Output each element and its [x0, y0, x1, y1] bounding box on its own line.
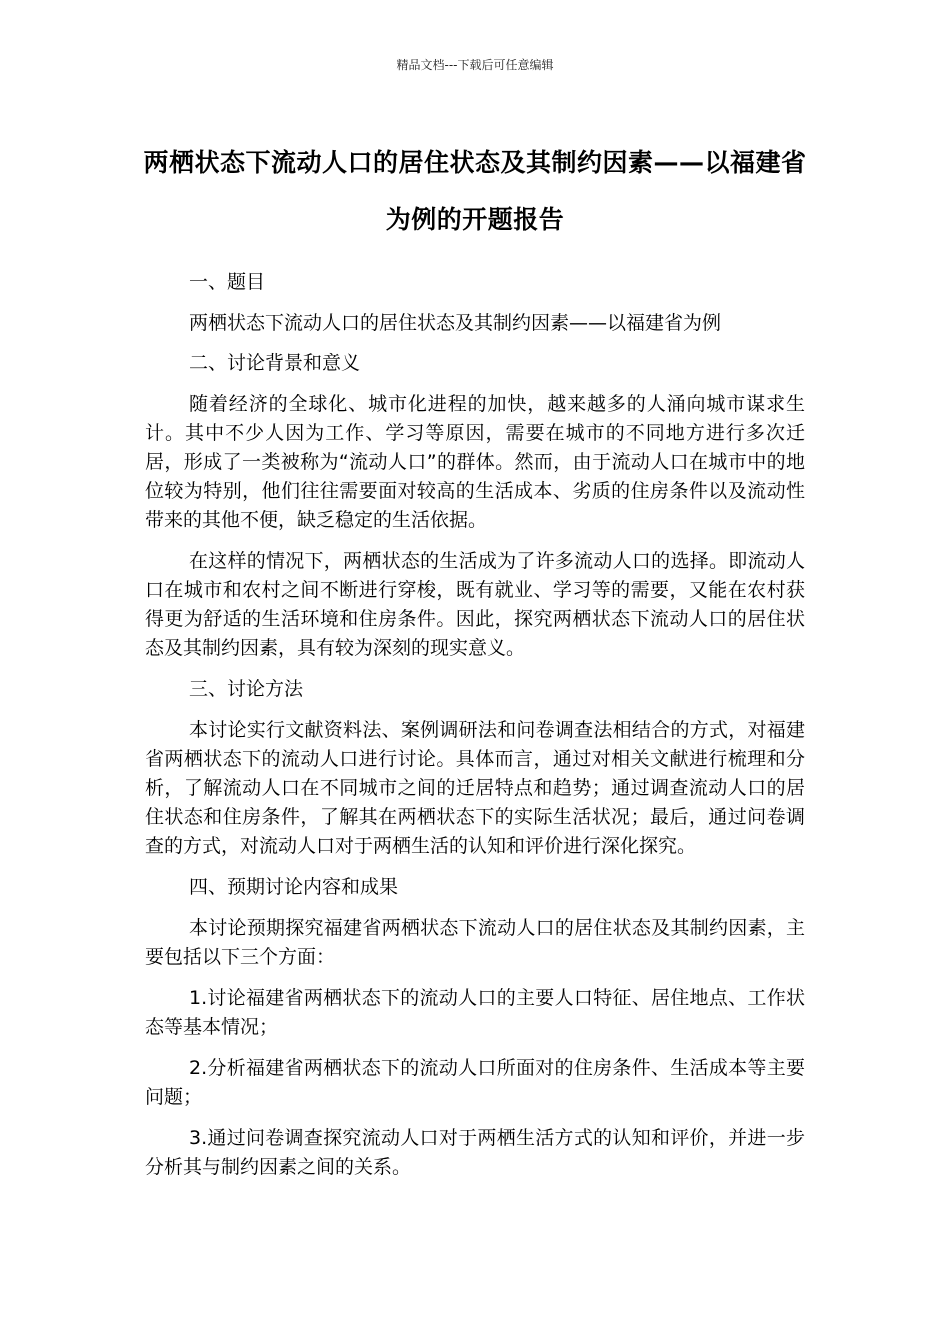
expected-results-item-2: 2.分析福建省两栖状态下的流动人口所面对的住房条件、生活成本等主要问题； [145, 1057, 805, 1108]
section-heading-topic: 一、题目 [189, 271, 266, 293]
section-heading-expected-results: 四、预期讨论内容和成果 [189, 876, 399, 898]
background-paragraph-1: 随着经济的全球化、城市化进程的加快，越来越多的人涌向城市谋求生计。其中不少人因为工作、学习等原因，需要在城市的不同地方进行多次迁居，形成了一类被称为“流动人口”的群体。然而，由于流动人口在城市中的地位较为特别，他们往往需要面对较高的生活成本、劣质的住房条件以及流动性带来的其他不便，缺乏稳定的生活依据。 [145, 393, 805, 531]
expected-results-item-3: 3.通过问卷调查探究流动人口对于两栖生活方式的认知和评价，并进一步分析其与制约因素之间的关系。 [145, 1127, 805, 1178]
header-note: 精品文档---下载后可任意编辑 [396, 58, 554, 72]
methods-paragraph: 本讨论实行文献资料法、案例调研法和问卷调查法相结合的方式，对福建省两栖状态下的流动人口进行讨论。具体而言，通过对相关文献进行梳理和分析，了解流动人口在不同城市之间的迁居特点和趋势；通过调查流动人口的居住状态和住房条件，了解其在两栖状态下的实际生活状况；最后，通过问卷调查的方式，对流动人口对于两栖生活的认知和评价进行深化探究。 [145, 719, 805, 857]
section-heading-methods: 三、讨论方法 [189, 678, 304, 700]
section-heading-background: 二、讨论背景和意义 [189, 352, 361, 374]
expected-results-intro: 本讨论预期探究福建省两栖状态下流动人口的居住状态及其制约因素，主要包括以下三个方面： [145, 917, 805, 968]
expected-results-item-1: 1.讨论福建省两栖状态下的流动人口的主要人口特征、居住地点、工作状态等基本情况； [145, 987, 805, 1038]
document-body [145, 268, 805, 1194]
document-title: 两栖状态下流动人口的居住状态及其制约因素——以福建省为例的开题报告 [143, 148, 807, 234]
background-paragraph-2: 在这样的情况下，两栖状态的生活成为了许多流动人口的选择。即流动人口在城市和农村之间不断进行穿梭，既有就业、学习等的需要，又能在农村获得更为舒适的生活环境和住房条件。因此，探究两栖状态下流动人口的居住状态及其制约因素，具有较为深刻的现实意义。 [145, 550, 805, 659]
topic-text: 两栖状态下流动人口的居住状态及其制约因素——以福建省为例 [189, 312, 722, 334]
